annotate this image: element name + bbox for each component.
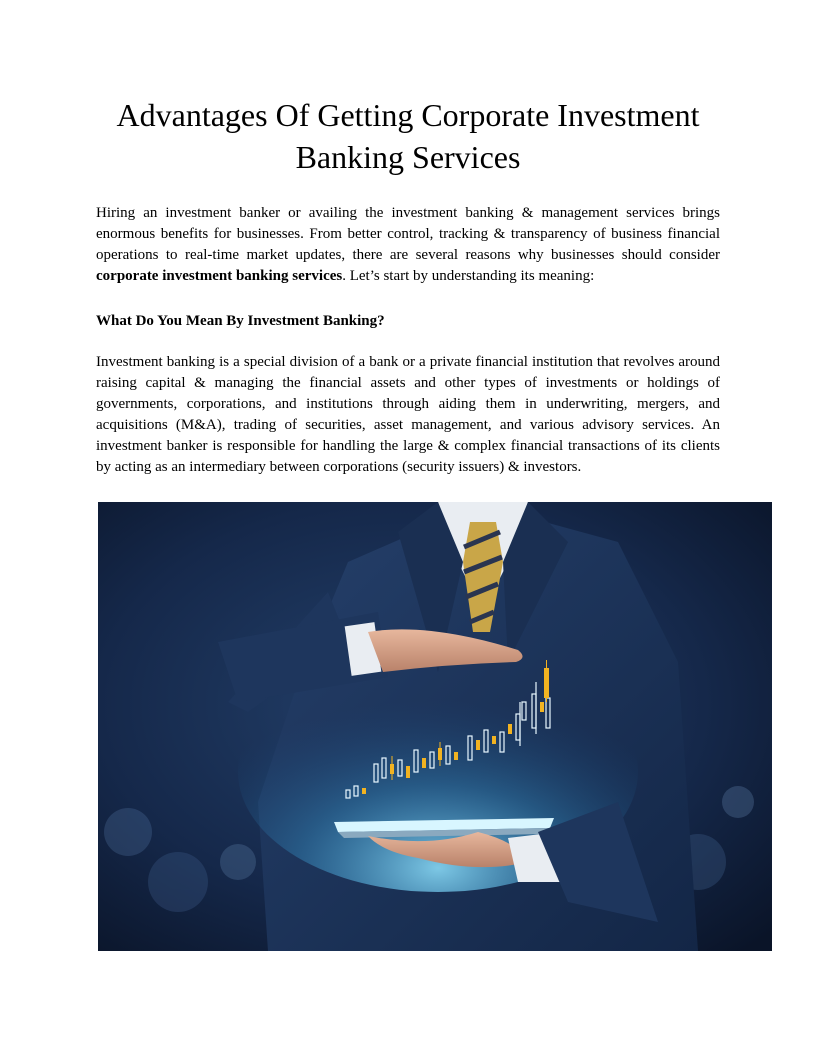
intro-bold-phrase: corporate investment banking services [96,268,343,284]
intro-paragraph [96,203,720,287]
photo-illustration [98,502,772,951]
section-body-paragraph: Investment banking is a special division of a bank or a private financial institution that revolves around raising capital & managing the financial assets and other types of investments or holdings of governments, corporations, and institutions through aiding them in underwriting, mergers, and acquisitions (M&A), trading of securities, asset management, and various advisory services. An investment banker is responsible for handling the large & complex financial transactions of its clients by acting as an intermediary between corporations (security issuers) & investors. [96,354,720,475]
intro-text-end: . Let’s start by understanding its meaning: [342,268,595,284]
intro-text-start: Hiring an investment banker or availing the investment banking & management services brings enormous benefits for businesses. From better control, tracking & transparency of business financial operations to real-time market updates, there are several reasons why businesses should consider [96,205,720,263]
document-title: Advantages Of Getting Corporate Investment Banking Services [116,97,700,175]
section-heading: What Do You Mean By Investment Banking? [96,313,385,329]
businessman-chart-photo [98,502,772,951]
